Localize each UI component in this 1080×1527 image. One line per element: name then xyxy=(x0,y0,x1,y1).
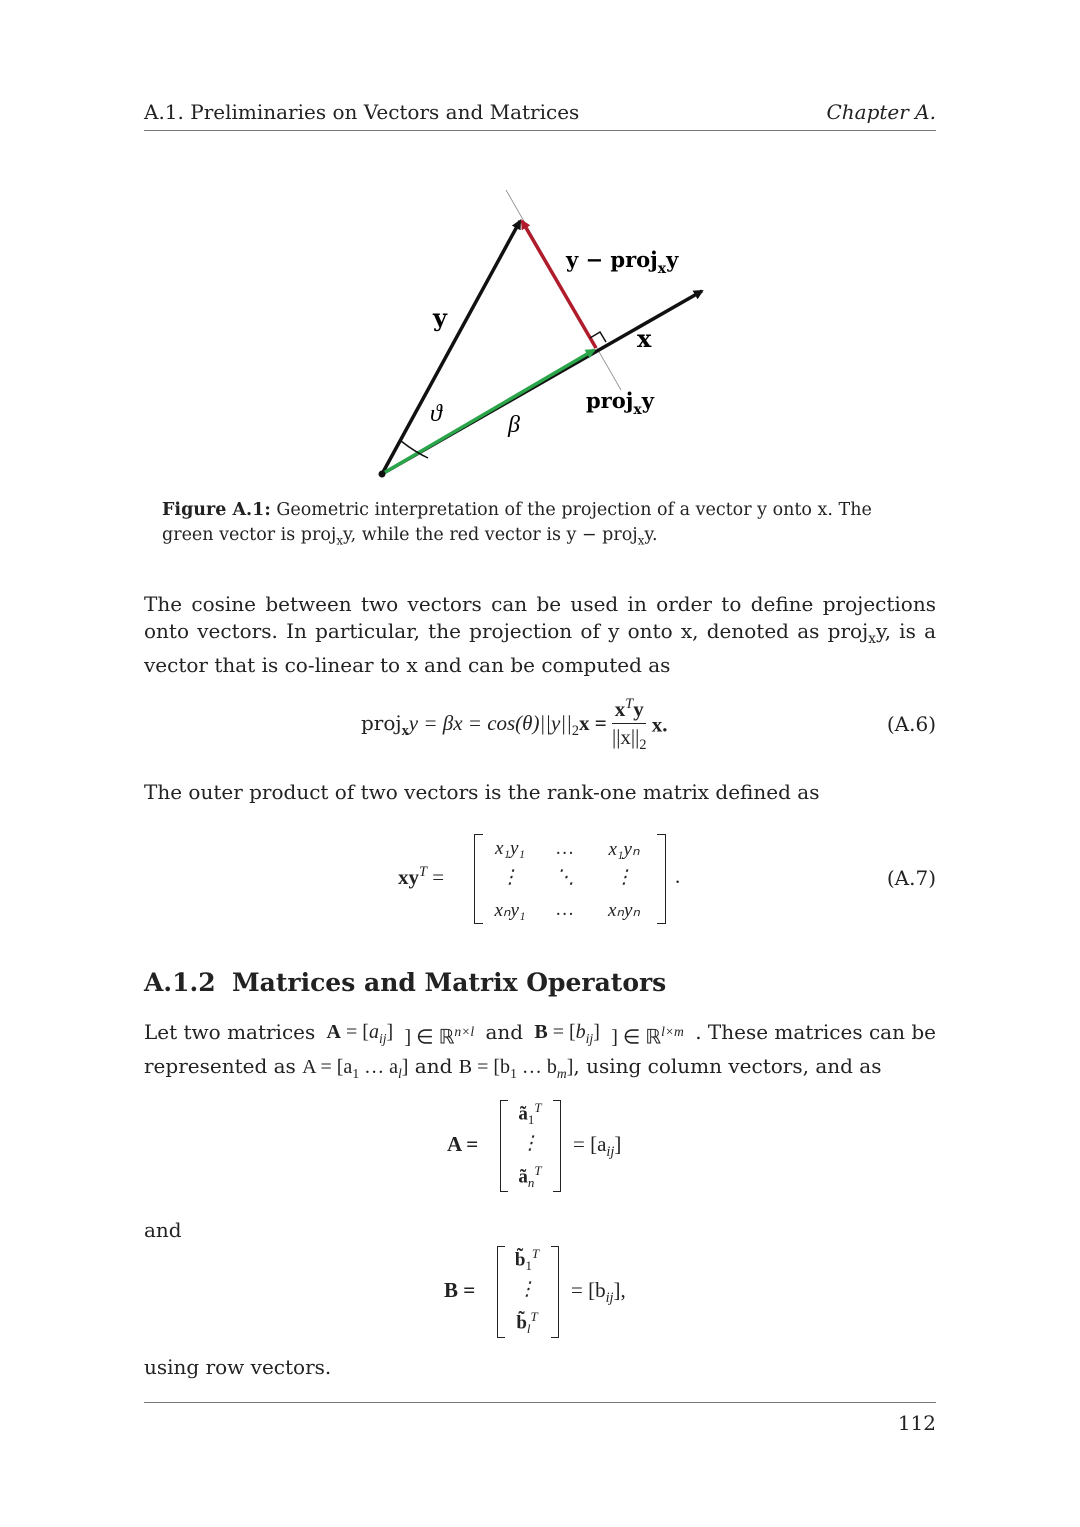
origin-point xyxy=(379,471,386,478)
matrix-cell: xₙy₁ xyxy=(494,900,526,921)
matrix-B-row-bottom: $b̃_l^T$ xyxy=(516,1309,538,1337)
matrix-cell: … xyxy=(556,838,574,859)
matrix-cell: ⋱ xyxy=(555,867,575,888)
matrix-A-right-bracket xyxy=(553,1100,561,1192)
header-chapter: Chapter A. xyxy=(826,100,936,124)
theta-label: ϑ xyxy=(430,401,442,427)
matrix-B-vdots: ⋮ xyxy=(517,1279,537,1300)
matrix-cell: xₙyₙ xyxy=(607,900,640,921)
matrix-A-row-top: $ã_1^T$ xyxy=(518,1100,542,1128)
section-heading xyxy=(144,968,666,997)
equation-a7-lhs: $xy^T$ = xyxy=(398,864,445,889)
equation-number-a6: (A.6) xyxy=(886,712,936,736)
section-title: Matrices and Matrix Operators xyxy=(232,968,667,997)
x-label: x xyxy=(637,324,652,353)
matrix-A-row-bottom: $ã_n^T$ xyxy=(518,1163,542,1191)
matrix-cell: x₁y₁ xyxy=(494,838,526,859)
running-header xyxy=(144,100,936,131)
equation-B-lhs: B = xyxy=(444,1278,476,1302)
equation-B-rhs: = $[b_{ij}]$, xyxy=(571,1278,626,1307)
y-label: y xyxy=(433,303,447,332)
projection-vector-arrow xyxy=(382,350,594,474)
page-number: 112 xyxy=(897,1411,936,1435)
equation-a7-period: . xyxy=(675,864,681,888)
projection-figure xyxy=(360,180,720,490)
connector-and: and xyxy=(144,1218,182,1242)
equation-A-rhs: = $[a_{ij}]$ xyxy=(573,1132,622,1161)
residual-label: y − proj$_x$y xyxy=(566,247,679,277)
caption-label: Figure A.1: xyxy=(162,500,271,520)
paragraph-outer-product: The outer product of two vectors is the rank-one matrix defined as xyxy=(144,780,820,804)
section-number: A.1.2 xyxy=(144,968,216,997)
matrix-left-bracket xyxy=(474,834,483,924)
matrix-cell: ⋮ xyxy=(614,867,634,888)
matrix-A-left-bracket xyxy=(500,1100,508,1192)
equation-A-lhs: A = xyxy=(447,1132,479,1156)
matrix-B-left-bracket xyxy=(497,1246,505,1338)
matrix-B-right-bracket xyxy=(551,1246,559,1338)
matrix-cell: ⋮ xyxy=(500,867,520,888)
matrix-B-row-top: $b̃_1^T$ xyxy=(514,1246,540,1274)
projection-label: proj$_x$y xyxy=(586,388,654,418)
matrix-cell: x₁yₙ xyxy=(608,839,640,860)
matrix-A-vdots: ⋮ xyxy=(520,1133,540,1154)
equation-number-a7: (A.7) xyxy=(886,866,936,890)
paragraph-projection-intro: The cosine between two vectors can be used in order to define projections onto vectors. In particular, the projection of y onto x, denoted as proj$_x$y, is a vector that is co-linear to x and can be computed as xyxy=(144,592,936,677)
projection-fraction: $\frac{x^Ty}{||x||_2}$ xyxy=(612,696,647,754)
closing-sentence: using row vectors. xyxy=(144,1355,332,1379)
header-section-title: A.1. Preliminaries on Vectors and Matrices xyxy=(144,100,580,124)
paragraph-matrices: Let two matrices $A = [a_{ij}]$ ] ∈ ℝ$^{n\times l}$ and $B = [b_{ij}]$ ] ∈ ℝ$^{l\times m}$ . These matrices can be represented as $A = [a_1$ … $a_l$] and $B = [b_1$ … $b_m$], using column vectors, and as xyxy=(144,1020,936,1081)
matrix-right-bracket xyxy=(657,834,666,924)
matrix-cell: … xyxy=(556,899,574,920)
residual-vector-arrow xyxy=(522,221,596,348)
page-footer xyxy=(144,1402,936,1435)
equation-a6: proj$_x$y = $\beta x = \cos(\theta)||y||_2x$ = $\frac{x^Ty}{||x||_2}$ x. xyxy=(361,696,668,754)
figure-caption: Figure A.1: Geometric interpretation of the projection of a vector y onto x. The green vector is proj$_x$y, while the red vector is y − proj$_x$y. xyxy=(162,500,872,548)
beta-label: β xyxy=(508,412,520,438)
